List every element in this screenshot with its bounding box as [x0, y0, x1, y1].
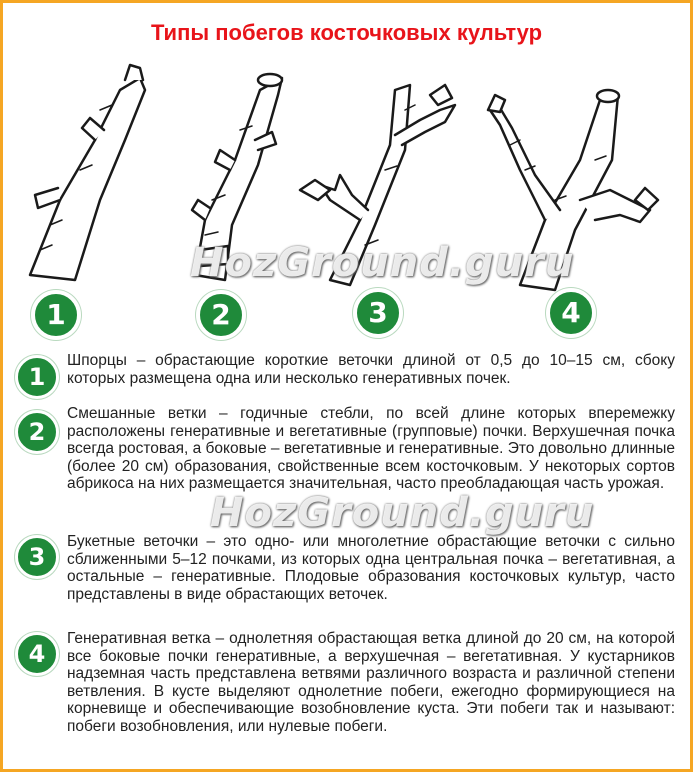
item-3-text: Букетные веточки – это одно- или многолетние обрастающие веточки с сильно сближенными 5–12 почками, из которых одна центральная почка – вегетативная, а остальные – генеративные. Плодовые образования косточковых культур, часто представлены в виде обрастающих веточек. [67, 533, 675, 603]
item-1-text: Шпорцы – обрастающие короткие веточки длиной от 0,5 до 10–15 см, сбоку которых размещена одна или несколько генеративных почек. [67, 352, 675, 387]
figure-1-badge: 1 [31, 290, 81, 340]
figure-2-badge: 2 [196, 290, 246, 340]
item-2-text: Смешанные ветки – годичные стебли, по всей длине которых вперемежку расположены генеративные и вегетативные (групповые) почки. Верхушечная почка всегда ростовая, а боковые – вегетативные и генеративные. Это довольно длинные (более 20 см) образования, свойственные всем косточковым. У некоторых сортов абрикоса на них размещается значительная, часто преобладающая часть урожая. [67, 405, 675, 492]
spur-shoot-drawing [30, 65, 145, 280]
item-1-badge: 1 [15, 355, 59, 399]
item-3-badge: 3 [15, 535, 59, 579]
item-4-text: Генеративная ветка – однолетняя обрастающая ветка длиной до 20 см, на которой все боковые почки генеративные, а верхушечная – вегетативная. У кустарников надземная часть представлена ветвями различного возраста и различной степени ветвления. В кусте выделяют однолетние побеги, ежегодно формирующиеся на корневище и обеспечивающие возобновление куста. Эти побеги так и называют: побеги возобновления, или нулевые побеги. [67, 630, 675, 735]
watermark-2: HozGround.guru [210, 490, 595, 536]
figure-3-badge: 3 [353, 288, 403, 338]
item-4-badge: 4 [15, 632, 59, 676]
figure-4-badge: 4 [546, 288, 596, 338]
page-title: Типы побегов косточковых культур [150, 20, 543, 45]
watermark: HozGround.guru [190, 240, 575, 286]
item-2-badge: 2 [15, 410, 59, 454]
